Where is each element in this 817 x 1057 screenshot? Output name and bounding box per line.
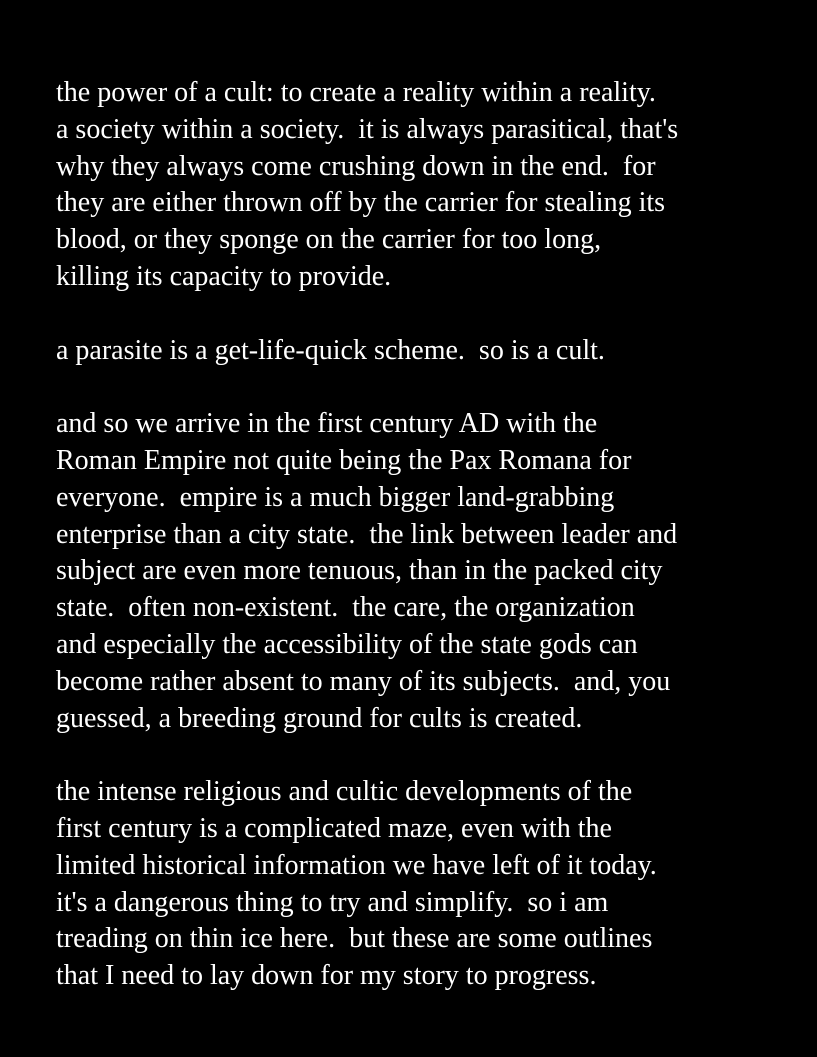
paragraph-spacer <box>56 369 796 406</box>
text-line: Roman Empire not quite being the Pax Romana for <box>56 444 632 476</box>
text-line: why they always come crushing down in the end. for <box>56 150 656 182</box>
text-line: blood, or they sponge on the carrier for too long, <box>56 224 602 256</box>
text-line: killing its capacity to provide. <box>56 260 392 292</box>
text-line: and so we arrive in the first century AD with the <box>56 408 598 440</box>
text-line: state. often non-existent. the care, the organization <box>56 592 635 624</box>
text-line: the intense religious and cultic developments of the <box>56 776 633 808</box>
paragraph-4 <box>56 774 796 995</box>
text-line: become rather absent to many of its subjects. and, you <box>56 665 671 697</box>
paragraph-spacer <box>56 737 796 774</box>
text-line: guessed, a breeding ground for cults is created. <box>56 702 583 734</box>
text-line: subject are even more tenuous, than in the packed city <box>56 555 663 587</box>
document-page <box>56 75 796 995</box>
text-line: that I need to lay down for my story to progress. <box>56 960 597 992</box>
text-line: limited historical information we have left of it today. <box>56 849 657 881</box>
paragraph-spacer <box>56 296 796 333</box>
text-line: a parasite is a get-life-quick scheme. so is a cult. <box>56 334 605 366</box>
text-line: first century is a complicated maze, even with the <box>56 812 612 844</box>
paragraph-1 <box>56 75 796 296</box>
text-line: treading on thin ice here. but these are some outlines <box>56 923 653 955</box>
text-line: everyone. empire is a much bigger land-grabbing <box>56 481 615 513</box>
paragraph-2 <box>56 333 796 370</box>
text-line: a society within a society. it is always parasitical, that's <box>56 113 679 145</box>
text-line: they are either thrown off by the carrier for stealing its <box>56 187 666 219</box>
paragraph-3 <box>56 406 796 737</box>
text-line: the power of a cult: to create a reality within a reality. <box>56 77 656 108</box>
text-line: enterprise than a city state. the link between leader and <box>56 518 678 550</box>
text-line: and especially the accessibility of the state gods can <box>56 628 638 660</box>
text-line: it's a dangerous thing to try and simplify. so i am <box>56 886 609 918</box>
